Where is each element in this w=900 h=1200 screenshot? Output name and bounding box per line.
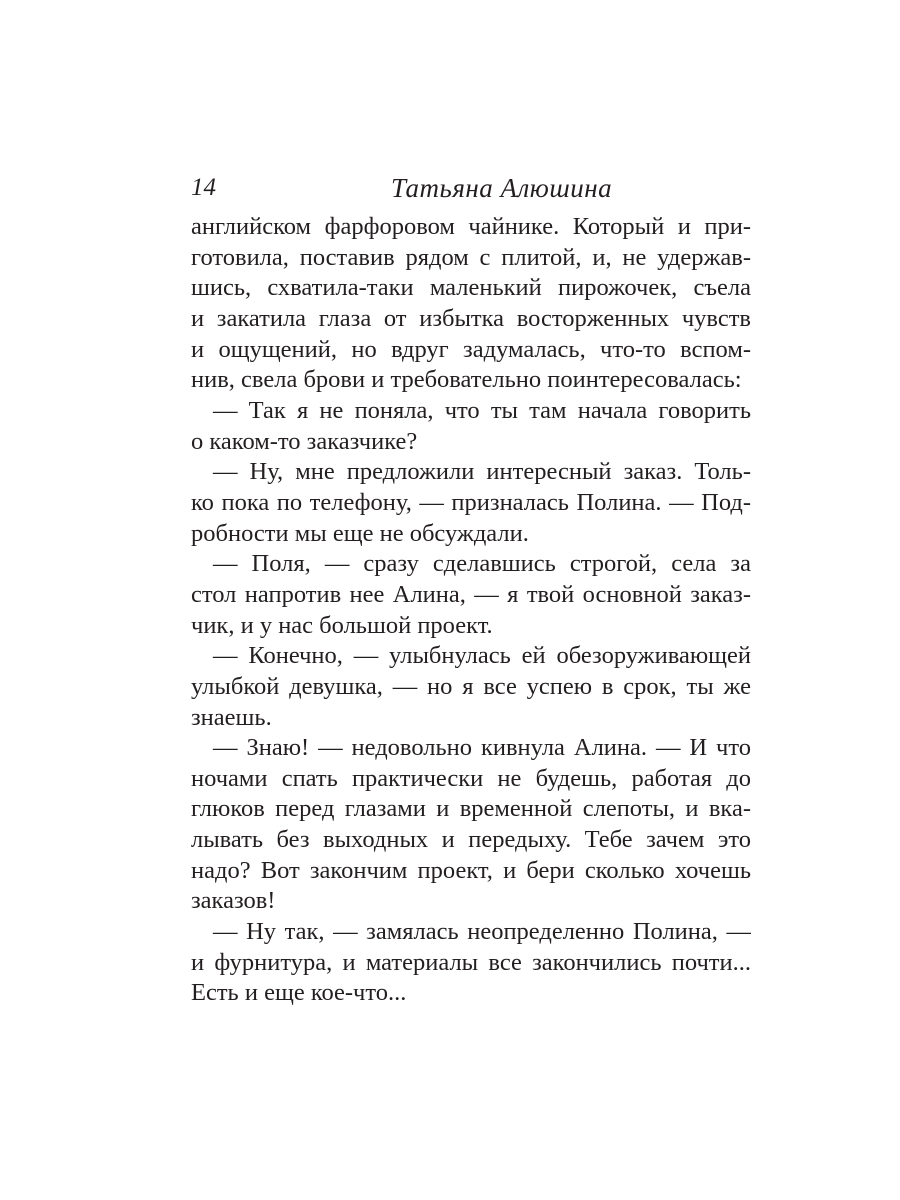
text-line: и фурнитура, и материалы все закончились почти...: [191, 948, 751, 976]
text-line: и закатила глаза от избытка восторженных чувств: [191, 304, 751, 332]
text-line: чик, и у нас большой проект.: [191, 611, 493, 639]
text-line: глюков перед глазами и временной слепоты, и вка-: [191, 795, 751, 823]
text-line: — Знаю! — недовольно кивнула Алина. — И что: [213, 734, 751, 762]
text-line: лывать без выходных и передыху. Тебе зачем это: [191, 826, 751, 854]
text-line: ночами спать практически не будешь, работая до: [191, 764, 751, 792]
text-line: и ощущений, но вдруг задумалась, что-то вспом-: [191, 335, 751, 363]
text-line: знаешь.: [191, 703, 272, 731]
text-line: ко пока по телефону, — призналась Полина. — Под-: [191, 488, 751, 516]
text-line: робности мы еще не обсуждали.: [191, 519, 529, 547]
text-line: — Поля, — сразу сделавшись строгой, села за: [213, 550, 751, 578]
text-line: английском фарфоровом чайнике. Который и при-: [191, 213, 751, 240]
text-line: шись, схватила-таки маленький пирожочек, съела: [191, 274, 751, 302]
author-name: Татьяна Алюшина: [391, 173, 613, 203]
text-line: готовила, поставив рядом с плитой, и, не удержав-: [191, 243, 751, 271]
text-line: нив, свела брови и требовательно поинтересовалась:: [191, 366, 742, 394]
text-line: Есть и еще кое-что...: [191, 979, 407, 1007]
text-line: — Конечно, — улыбнулась ей обезоруживающей: [213, 642, 751, 670]
text-line: надо? Вот закончим проект, и бери сколько хочешь: [191, 856, 751, 884]
page-number: 14: [191, 174, 216, 201]
body-text: [191, 212, 751, 1009]
text-line: о каком-то заказчике?: [191, 427, 418, 455]
text-line: — Ну, мне предложили интересный заказ. Толь-: [213, 458, 751, 486]
text-line: — Ну так, — замялась неопределенно Полина, —: [213, 918, 751, 946]
text-line: заказов!: [191, 887, 276, 915]
text-line: улыбкой девушка, — но я все успею в срок, ты же: [191, 672, 751, 700]
running-head: [191, 170, 751, 206]
text-line: стол напротив нее Алина, — я твой основной заказ-: [191, 580, 751, 608]
text-line: — Так я не поняла, что ты там начала говорить: [213, 396, 751, 424]
